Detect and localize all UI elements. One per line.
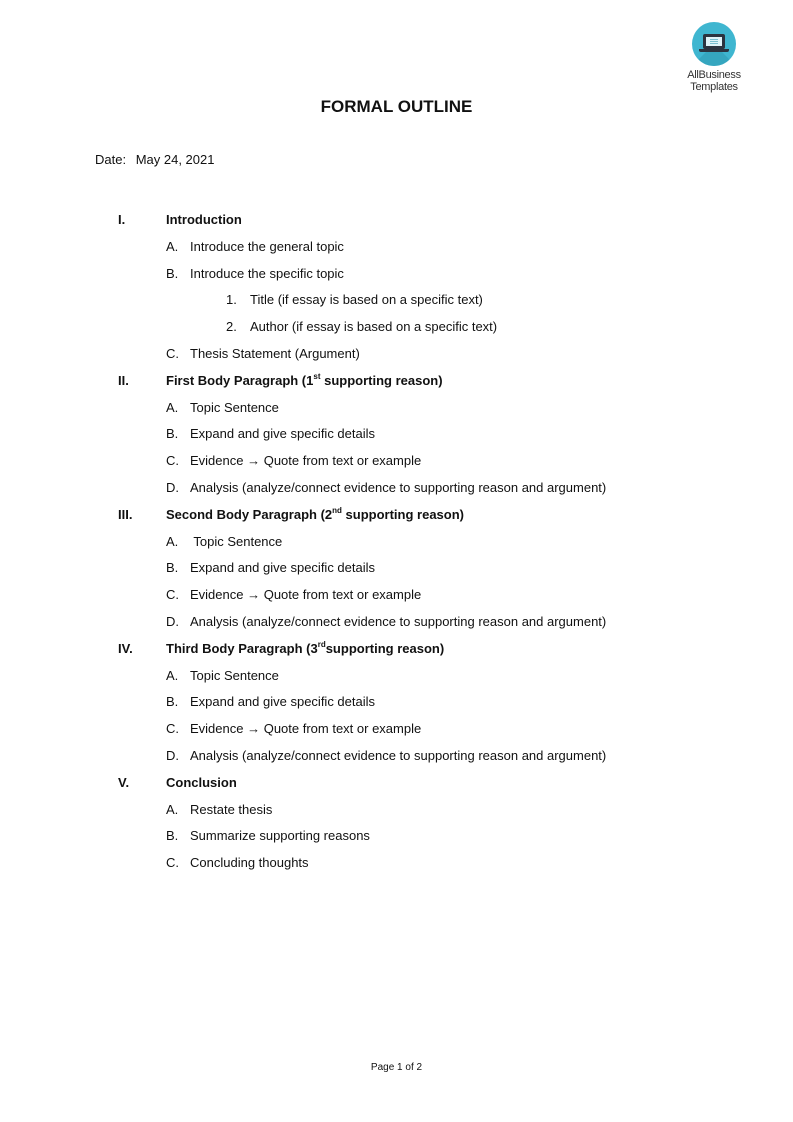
outline-item <box>0 345 793 372</box>
section-numeral: I. <box>118 212 126 227</box>
item-text: Introduce the specific topic <box>190 265 344 281</box>
date-line <box>95 152 214 167</box>
item-letter: B. <box>166 426 179 442</box>
outline-item <box>0 559 793 586</box>
item-letter: C. <box>166 345 179 361</box>
outline-subitem <box>0 291 793 318</box>
subitem-number: 1. <box>226 292 237 308</box>
section-heading <box>0 211 793 238</box>
item-text: Restate thesis <box>190 801 273 817</box>
item-text: Topic Sentence <box>190 399 279 415</box>
item-text: Evidence → Quote from text or example <box>190 453 422 469</box>
section-numeral: IV. <box>118 640 133 656</box>
section-title: Third Body Paragraph (3rdsupporting reason) <box>166 639 445 656</box>
item-text: Expand and give specific details <box>190 694 376 710</box>
outline-item <box>0 613 793 640</box>
subitem-text: Author (if essay is based on a specific text) <box>250 319 498 335</box>
item-text: Expand and give specific details <box>190 426 376 442</box>
outline-item <box>0 265 793 292</box>
item-text: Concluding thoughts <box>190 855 309 871</box>
subitem-number: 2. <box>226 319 237 335</box>
item-text: Summarize supporting reasons <box>190 828 370 844</box>
section-numeral: II. <box>118 372 129 388</box>
item-letter: A. <box>166 533 179 549</box>
outline-item <box>0 533 793 560</box>
item-letter: B. <box>166 560 179 576</box>
item-letter: C. <box>166 587 179 603</box>
section-numeral: III. <box>118 506 133 522</box>
section-title: First Body Paragraph (1st supporting reason) <box>166 371 443 388</box>
section-title: Introduction <box>166 212 242 227</box>
item-letter: C. <box>166 721 179 737</box>
page-indicator: Page 1 of 2 <box>370 1062 423 1073</box>
outline-item <box>0 827 793 854</box>
item-text: Introduce the general topic <box>190 238 344 254</box>
item-letter: A. <box>166 801 179 817</box>
item-letter: A. <box>166 238 179 254</box>
allbusiness-templates-logo <box>680 22 748 93</box>
item-letter: C. <box>166 453 179 469</box>
section-heading <box>0 506 793 533</box>
item-letter: D. <box>166 479 179 495</box>
section-title: Conclusion <box>166 774 237 790</box>
outline-item <box>0 801 793 828</box>
item-letter: A. <box>166 399 179 415</box>
item-letter: D. <box>166 613 179 629</box>
outline-item <box>0 238 793 265</box>
outline-item <box>0 425 793 452</box>
item-text: Evidence → Quote from text or example <box>190 721 422 737</box>
outline-item <box>0 479 793 506</box>
item-letter: B. <box>166 265 179 281</box>
outline-subitem <box>0 318 793 345</box>
outline-item <box>0 720 793 747</box>
item-letter: C. <box>166 855 179 871</box>
item-text: Analysis (analyze/connect evidence to supporting reason and argument) <box>190 613 607 629</box>
item-text: Topic Sentence <box>190 533 283 549</box>
logo-text <box>680 69 748 93</box>
item-text: Expand and give specific details <box>190 560 376 576</box>
section-heading <box>0 372 793 399</box>
item-letter: B. <box>166 694 179 710</box>
laptop-icon <box>692 22 736 66</box>
item-text: Analysis (analyze/connect evidence to supporting reason and argument) <box>190 479 607 495</box>
date-label: Date: <box>95 152 127 167</box>
item-letter: D. <box>166 747 179 763</box>
outline-item <box>0 452 793 479</box>
outline-item <box>0 586 793 613</box>
outline <box>0 211 793 881</box>
item-text: Evidence → Quote from text or example <box>190 587 422 603</box>
section-title: Second Body Paragraph (2nd supporting reason) <box>166 505 464 522</box>
item-text: Topic Sentence <box>190 667 279 683</box>
logo-brand-line1: AllBusiness <box>687 69 741 81</box>
item-text: Analysis (analyze/connect evidence to supporting reason and argument) <box>190 747 607 763</box>
outline-item <box>0 667 793 694</box>
item-letter: A. <box>166 667 179 683</box>
section-numeral: V. <box>118 774 130 790</box>
subitem-text: Title (if essay is based on a specific text) <box>250 292 483 308</box>
logo-brand-line2: Templates <box>690 81 738 93</box>
outline-item <box>0 693 793 720</box>
section-heading <box>0 774 793 801</box>
item-text: Thesis Statement (Argument) <box>190 345 360 361</box>
item-letter: B. <box>166 828 179 844</box>
outline-item <box>0 399 793 426</box>
outline-item <box>0 854 793 881</box>
section-heading <box>0 640 793 667</box>
outline-item <box>0 747 793 774</box>
document-title: FORMAL OUTLINE <box>320 97 473 116</box>
date-value: May 24, 2021 <box>135 152 215 167</box>
